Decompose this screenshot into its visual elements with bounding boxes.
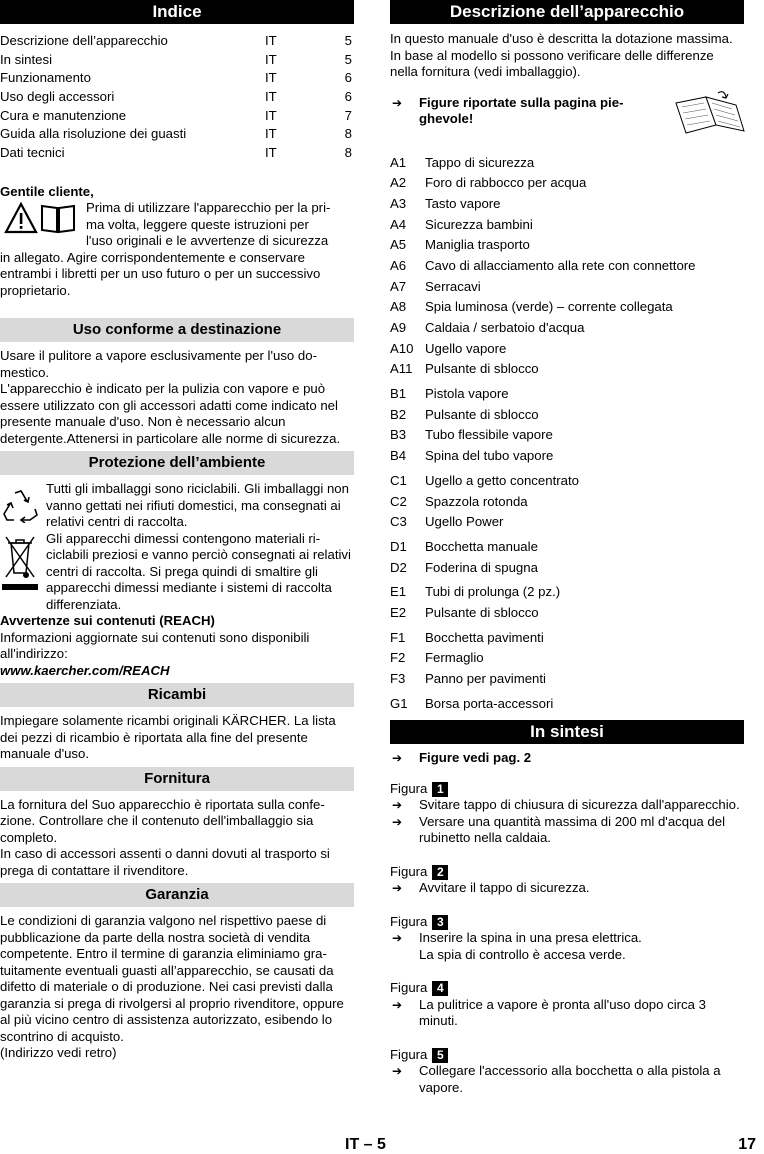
- legend-label: Foro di rabbocco per acqua: [425, 175, 587, 191]
- reach-title: Avvertenze sui contenuti (REACH): [0, 613, 215, 629]
- right-column: [390, 0, 744, 1096]
- arrow-right-icon: ➔: [392, 798, 403, 813]
- left-column: [0, 0, 354, 1062]
- toc-page: 8: [344, 126, 352, 142]
- toc-page: 6: [344, 70, 352, 86]
- legend-label: Pulsante di sblocco: [425, 361, 539, 377]
- legend-code: F1: [390, 629, 406, 645]
- legend-label: Ugello vapore: [425, 340, 507, 356]
- figure-step-text: Inserire la spina in una presa elettrica. La spia di controllo è accesa verde.: [419, 930, 642, 962]
- legend-label: Fermaglio: [425, 650, 484, 666]
- arrow-right-icon: ➔: [392, 931, 403, 946]
- figure-step-text: Avvitare il tappo di sicurezza.: [419, 880, 590, 896]
- arrow-right-icon: ➔: [392, 1064, 403, 1079]
- toc-lang: IT: [265, 33, 277, 48]
- legend-code: G1: [390, 695, 408, 711]
- figure-number-badge: 4: [432, 981, 448, 996]
- toc-label: Funzionamento: [0, 70, 91, 86]
- legend-item: [390, 514, 744, 535]
- legend-code: C2: [390, 493, 407, 509]
- legend-label: Bocchetta pavimenti: [425, 629, 544, 645]
- toc-label: Guida alla risoluzione dei guasti: [0, 126, 187, 142]
- greeting-title: Gentile cliente,: [0, 183, 94, 199]
- legend-label: Tubi di prolunga (2 pz.): [425, 584, 561, 600]
- greeting-intro: [0, 200, 354, 250]
- overview-note-text: Figure vedi pag. 2: [419, 750, 532, 766]
- warranty-heading: Garanzia: [0, 883, 354, 907]
- toc-label: Cura e manutenzione: [0, 107, 127, 123]
- intended-use-text: Usare il pulitore a vapore esclusivamente per l'uso domestico. L'apparecchio è indicato per la pulizia con vapore e può essere utilizzato con gli accessori adatti come indicato nel presente manuale d'uso. Non è necessario alcun detergente.Attenersi in particolare alle norme di sicurezza.: [0, 348, 341, 446]
- legend-label: Ugello Power: [425, 514, 504, 530]
- legend-code: A3: [390, 195, 407, 211]
- manual-book-icon: [40, 202, 76, 239]
- legend-label: Pistola vapore: [425, 386, 509, 402]
- legend-item: [390, 155, 744, 176]
- legend-label: Panno per pavimenti: [425, 671, 546, 686]
- legend-item: [390, 258, 744, 279]
- recycle-icon: [2, 489, 40, 528]
- spare-parts-heading: Ricambi: [0, 683, 354, 707]
- overview-figures: [390, 781, 744, 1097]
- legend-item: [390, 494, 744, 515]
- legend-label: Ugello a getto concentrato: [425, 472, 579, 488]
- device-description-intro: In questo manuale d'uso è descritta la dotazione massima. In base al modello si possono verificare delle differenze nella fornitura (vedi imballaggio).: [390, 31, 733, 79]
- legend-label: Pulsante di sblocco: [425, 406, 539, 422]
- figure-step-text: La pulitrice a vapore è pronta all'uso dopo circa 3 minuti.: [419, 996, 706, 1029]
- figure-number-badge: 1: [432, 782, 448, 797]
- device-description-heading: Descrizione dell’apparecchio: [390, 0, 744, 24]
- arrow-right-icon: ➔: [392, 997, 403, 1012]
- legend-item: [390, 407, 744, 428]
- legend-label: Tubo flessibile vapore: [425, 427, 553, 443]
- toc-page: 5: [344, 51, 352, 67]
- figure-step: [390, 880, 744, 897]
- figure-label: [390, 781, 744, 798]
- legend-code: C1: [390, 472, 407, 488]
- legend-code: B2: [390, 406, 407, 422]
- figure-label: [390, 864, 744, 881]
- legend-label: Tappo di sicurezza: [425, 154, 535, 170]
- legend-code: A9: [390, 320, 407, 335]
- foldout-note: [390, 95, 744, 155]
- legend-label: Foderina di spugna: [425, 559, 538, 575]
- legend-item: [390, 279, 744, 300]
- toc-label: Uso degli accessori: [0, 89, 115, 105]
- greeting-text: in allegato. Agire corrispondentemente e conservare entrambi i libretti per un uso futuro o per un successivo proprietario.: [0, 249, 321, 298]
- legend-label: Cavo di allacciamento alla rete con connettore: [425, 257, 696, 273]
- figure-word: Figura: [390, 780, 428, 796]
- figure-step: [390, 797, 744, 814]
- legend-item: [390, 671, 744, 692]
- toc-page: 7: [344, 107, 352, 123]
- figure-step-text: Collegare l'accessorio alla bocchetta o alla pistola a vapore.: [419, 1063, 721, 1095]
- arrow-right-icon: ➔: [392, 95, 403, 110]
- legend-label: Serracavi: [425, 278, 481, 294]
- recycling-block: [0, 481, 354, 531]
- figure-step: [390, 997, 744, 1030]
- figure-word: Figura: [390, 980, 428, 996]
- legend-code: B3: [390, 427, 407, 443]
- legend-label: Borsa porta-accessori: [425, 695, 554, 711]
- legend-label: Tasto vapore: [425, 195, 501, 211]
- greeting-line-1: Prima di utilizzare l'apparecchio per la pri-: [86, 200, 331, 216]
- legend-code: C3: [390, 514, 407, 530]
- legend-code: A8: [390, 299, 407, 315]
- legend-code: A6: [390, 257, 407, 273]
- legend-label: Spina del tubo vapore: [425, 448, 554, 464]
- figure-block: [390, 914, 744, 964]
- supply-heading: Fornitura: [0, 767, 354, 791]
- legend-code: A10: [390, 340, 414, 356]
- legend-item: [390, 361, 744, 382]
- toc-lang: IT: [265, 145, 277, 161]
- legend-item: [390, 605, 744, 626]
- toc-lang: IT: [265, 107, 277, 123]
- toc-row[interactable]: [0, 33, 354, 52]
- legend-item: [390, 320, 744, 341]
- figure-number-badge: 3: [432, 915, 448, 930]
- legend-item: [390, 650, 744, 671]
- figure-step: [390, 1063, 744, 1096]
- toc-lang: IT: [265, 89, 277, 105]
- legend-code: A5: [390, 237, 407, 253]
- environment-heading: Protezione dell’ambiente: [0, 451, 354, 475]
- figure-block: [390, 980, 744, 1030]
- legend-item: [390, 427, 744, 448]
- figure-word: Figura: [390, 863, 428, 879]
- legend-code: A11: [390, 361, 413, 377]
- table-of-contents: [0, 33, 354, 164]
- figure-word: Figura: [390, 1046, 428, 1062]
- legend-list: [390, 155, 744, 717]
- index-heading: Indice: [0, 0, 354, 24]
- toc-label: In sintesi: [0, 51, 53, 67]
- reach-text: Informazioni aggiornate sui contenuti sono disponibili all'indirizzo:: [0, 629, 310, 662]
- legend-item: [390, 196, 744, 217]
- figure-step-text: Versare una quantità massima di 200 ml d'acqua del rubinetto nella caldaia.: [419, 813, 726, 846]
- figure-step: [390, 930, 744, 963]
- toc-lang: IT: [265, 126, 277, 142]
- figure-block: [390, 1047, 744, 1097]
- legend-label: Maniglia trasporto: [425, 237, 530, 253]
- legend-label: Sicurezza bambini: [425, 216, 533, 232]
- toc-lang: IT: [265, 51, 277, 67]
- figure-label: [390, 1047, 744, 1064]
- warning-triangle-icon: [4, 202, 38, 239]
- reach-link[interactable]: www.kaercher.com/REACH: [0, 662, 170, 678]
- arrow-right-icon: ➔: [392, 751, 403, 766]
- toc-row[interactable]: [0, 145, 354, 164]
- legend-item: [390, 539, 744, 560]
- legend-item: [390, 299, 744, 320]
- greeting-line-3: l'uso originali e le avvertenze di sicurezza: [86, 233, 329, 249]
- figure-step: [390, 814, 744, 847]
- weee-block: [0, 531, 354, 614]
- legend-item: [390, 630, 744, 651]
- foldout-note-text: Figure riportate sulla pagina pieghevole!: [419, 94, 624, 126]
- figure-label: [390, 914, 744, 931]
- legend-item: [390, 237, 744, 258]
- footer-lang-page: IT – 5: [345, 1136, 386, 1153]
- overview-heading: In sintesi: [390, 720, 744, 744]
- spare-parts-text: Impiegare solamente ricambi originali KÄRCHER. La lista dei pezzi di ricambio è riportata alla fine del presente manuale d'uso.: [0, 713, 336, 762]
- figure-number-badge: 2: [432, 865, 448, 880]
- toc-row[interactable]: [0, 70, 354, 89]
- legend-label: Spazzola rotonda: [425, 493, 528, 509]
- legend-code: D2: [390, 559, 407, 575]
- legend-item: [390, 584, 744, 605]
- toc-lang: IT: [265, 70, 277, 86]
- legend-label: Pulsante di sblocco: [425, 604, 539, 620]
- legend-label: Spia luminosa (verde) – corrente collegata: [425, 299, 673, 315]
- legend-item: [390, 341, 744, 362]
- legend-item: [390, 175, 744, 196]
- legend-code: D1: [390, 538, 407, 554]
- figure-block: [390, 864, 744, 897]
- supply-text: La fornitura del Suo apparecchio è riportata sulla confezione. Controllare che il contenuto dell'imballaggio sia completo. In caso di accessori assenti o danni dovuti al trasporto si prega di contattare il rivenditore.: [0, 796, 330, 878]
- legend-code: E2: [390, 604, 407, 620]
- legend-item: [390, 448, 744, 469]
- legend-code: A4: [390, 216, 407, 232]
- toc-label: Dati tecnici: [0, 145, 65, 161]
- arrow-right-icon: ➔: [392, 881, 403, 896]
- toc-row[interactable]: [0, 126, 354, 145]
- toc-label: Descrizione dell’apparecchio: [0, 33, 168, 48]
- legend-code: A7: [390, 278, 407, 294]
- toc-row[interactable]: [0, 108, 354, 127]
- figure-step-text: Svitare tappo di chiusura di sicurezza dall'apparecchio.: [419, 797, 740, 813]
- toc-page: 6: [344, 89, 352, 105]
- legend-item: [390, 217, 744, 238]
- legend-label: Bocchetta manuale: [425, 538, 538, 554]
- toc-row[interactable]: [0, 89, 354, 108]
- toc-page: 8: [344, 145, 352, 161]
- legend-code: B4: [390, 448, 407, 464]
- legend-code: A1: [390, 154, 407, 170]
- figure-block: [390, 781, 744, 847]
- figure-label: [390, 980, 744, 997]
- footer-sheet-number: 17: [738, 1136, 756, 1153]
- legend-code: F3: [390, 671, 406, 686]
- warranty-text: Le condizioni di garanzia valgono nel rispettivo paese di pubblicazione da parte della nostra società di vendita competente. Entro il termine di garanzia eliminiamo gratuitamente eventuali guasti all’apparecchio, se causati da difetto di materiale o di produzione. Nei casi previsti dalla garanzia si prega di rivolgersi al proprio rivenditore, oppure al più vicino centro di assistenza autorizzato, esibendo lo scontrino di acquisto. (Indirizzo vedi retro): [0, 913, 344, 1061]
- legend-item: [390, 473, 744, 494]
- arrow-right-icon: ➔: [392, 814, 403, 829]
- recycling-text: Tutti gli imballaggi sono riciclabili. Gli imballaggi non vanno gettati nei rifiuti domestici, ma consegnati ai relativi centri di raccolta.: [46, 481, 349, 530]
- legend-item: [390, 560, 744, 581]
- overview-note: [390, 750, 744, 767]
- legend-code: A2: [390, 175, 407, 191]
- weee-text: Gli apparecchi dimessi contengono materiali riciclabili preziosi e vanno perciò consegnati ai relativi centri di raccolta. Si prega quindi di smaltire gli apparecchi dimessi mediante i sistemi di raccolta differenziata.: [46, 530, 351, 612]
- figure-word: Figura: [390, 913, 428, 929]
- legend-label: Caldaia / serbatoio d'acqua: [425, 320, 585, 335]
- legend-code: F2: [390, 650, 406, 666]
- figure-number-badge: 5: [432, 1048, 448, 1063]
- legend-code: E1: [390, 584, 407, 600]
- legend-item: [390, 386, 744, 407]
- legend-item: [390, 696, 744, 717]
- crossed-out-bin-icon: [2, 533, 38, 602]
- greeting-line-2: ma volta, leggere queste istruzioni per: [86, 216, 309, 232]
- foldout-pages-icon: [672, 89, 746, 144]
- intended-use-heading: Uso conforme a destinazione: [0, 318, 354, 342]
- toc-row[interactable]: [0, 52, 354, 71]
- legend-code: B1: [390, 386, 407, 402]
- toc-page: 5: [344, 33, 352, 48]
